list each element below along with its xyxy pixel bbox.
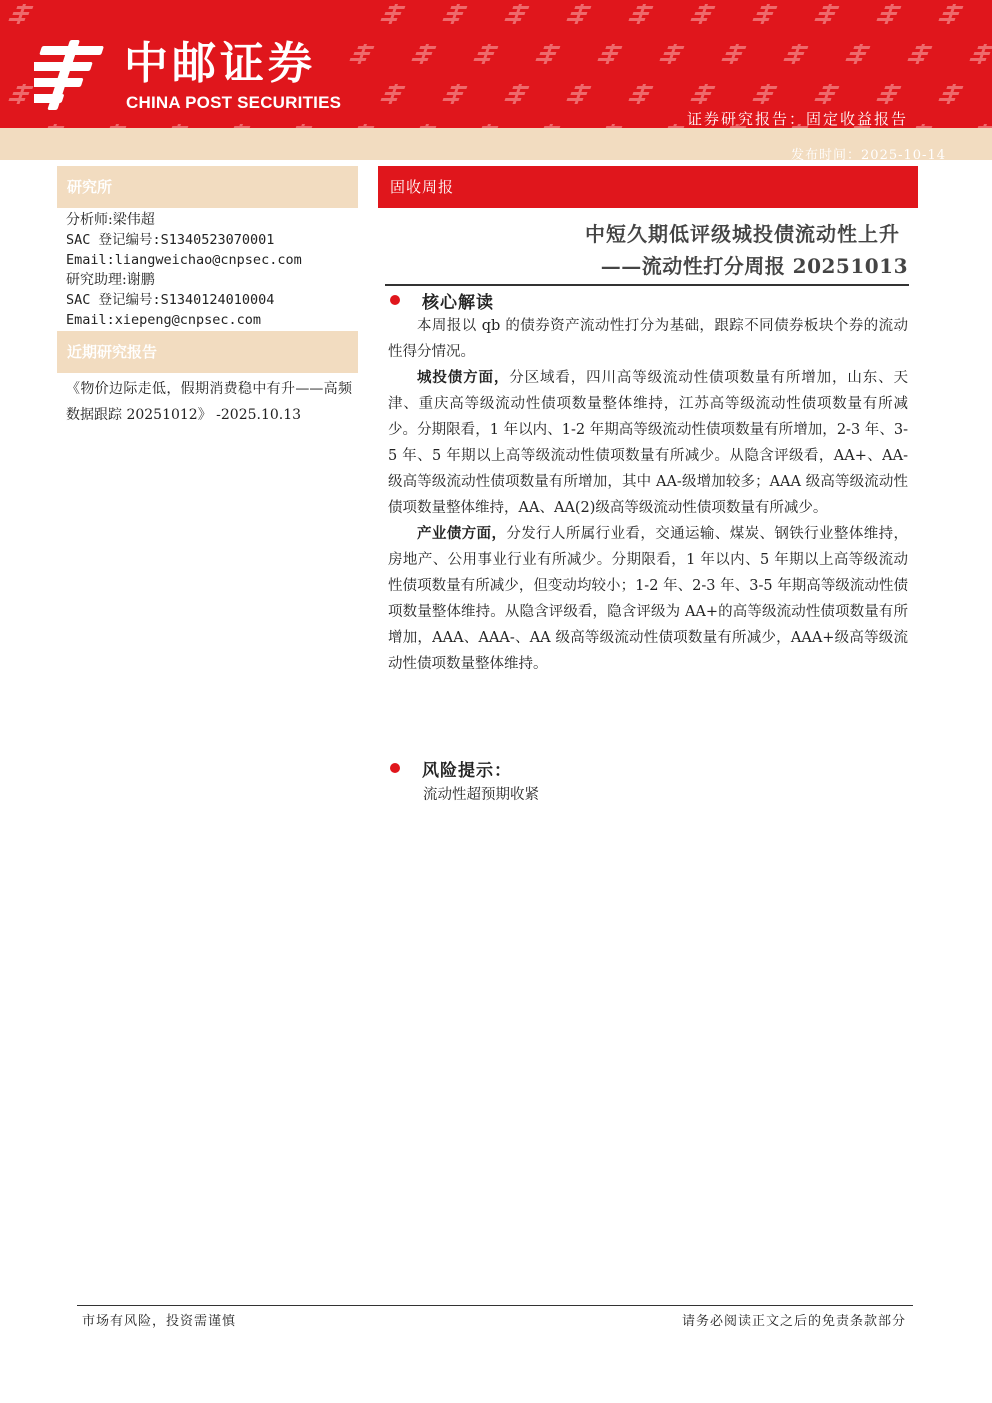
pattern-mark-icon [566,84,592,104]
analyst-name: 分析师:梁伟超 [66,212,155,228]
risk-text: 流动性超预期收紧 [423,787,539,803]
pattern-mark-icon [752,84,778,104]
pattern-mark-icon [690,4,716,24]
assistant-email: Email:xiepeng@cnpsec.com [66,312,262,328]
footer-disclaimer-notice: 请务必阅读正文之后的免责条款部分 [681,1314,906,1329]
pattern-mark-icon [814,4,840,24]
pattern-mark-icon [845,44,871,64]
pattern-mark-icon [628,84,654,104]
pattern-mark-icon [876,4,902,24]
bullet-dot-icon [390,295,400,305]
report-subtitle: ——流动性打分周报 20251013 [600,254,908,278]
core-heading-label: 核心解读 [422,292,494,313]
pattern-mark-icon [752,4,778,24]
analyst-sac-number: SAC 登记编号:S1340523070001 [66,232,275,248]
industrial-bond-paragraph [388,521,908,677]
publish-date: 发布时间：2025-10-14 [791,148,946,163]
pattern-mark-icon [504,84,530,104]
pattern-mark-icon [783,44,809,64]
pattern-mark-icon [938,84,964,104]
footer-risk-notice: 市场有风险，投资需谨慎 [82,1314,237,1329]
assistant-sac-number: SAC 登记编号:S1340124010004 [66,292,275,308]
pattern-mark-icon [721,44,747,64]
report-title: 中短久期低评级城投债流动性上升 [585,222,900,246]
pattern-mark-icon [349,44,375,64]
industrial-bond-lead: 产业债方面， [417,525,507,542]
urban-investment-lead: 城投债方面， [417,369,510,386]
china-post-logo-icon [34,40,112,114]
pattern-mark-icon [442,4,468,24]
research-dept-heading: 研究所 [57,166,358,208]
recent-reports-heading: 近期研究报告 [57,331,358,373]
assistant-name: 研究助理:谢鹏 [66,272,155,288]
urban-investment-paragraph [388,365,908,521]
pattern-mark-icon [442,84,468,104]
footer-divider [77,1305,913,1306]
recent-report-item: 《物价边际走低，假期消费稳中有升——高频数据跟踪 20251012》 -2025.10.13 [66,381,352,423]
intro-paragraph: 本周报以 qb 的债券资产流动性打分为基础，跟踪不同债券板块个券的流动性得分情况。 [388,318,908,360]
pattern-mark-icon [380,4,406,24]
urban-investment-body: 分区域看，四川高等级流动性债项数量有所增加，山东、天津、重庆高等级流动性债项数量整体维持，江苏高等级流动性债项数量有所减少。分期限看，1 年以内、1-2 年期高等级流动性债项数量有所增加，2-3 年、3-5 年、5 年期以上高等级流动性债项数量有所减少。从隐含评级看，AA+、AA-级高等级流动性债项数量有所增加，其中 AA-级增加较多；AAA 级高等级流动性债项数量整体维持，AA、AA(2)级高等级流动性债项数量有所减少。 [388,370,909,516]
analyst-info [66,210,356,330]
pattern-mark-icon [535,44,561,64]
pattern-mark-icon [597,44,623,64]
pattern-mark-icon [8,4,34,24]
pattern-mark-icon [814,84,840,104]
pattern-mark-icon [876,84,902,104]
title-divider [385,284,909,286]
pattern-mark-icon [411,44,437,64]
bullet-dot-icon [390,763,400,773]
report-type-label: 证券研究报告：固定收益报告 [686,110,908,128]
pattern-mark-icon [628,4,654,24]
core-section-heading [390,287,494,313]
report-category-tag: 固收周报 [378,166,918,208]
risk-heading-label: 风险提示： [422,760,512,781]
analyst-email: Email:liangweichao@cnpsec.com [66,252,302,268]
core-summary [388,313,908,677]
pattern-mark-icon [907,44,933,64]
header-banner [0,0,992,128]
pattern-mark-icon [504,4,530,24]
pattern-mark-icon [659,44,685,64]
risk-section-heading [390,755,512,781]
pattern-mark-icon [8,84,34,104]
pattern-mark-icon [566,4,592,24]
pattern-mark-icon [938,4,964,24]
brand-name-cn: 中邮证券 [124,38,316,89]
pattern-mark-icon [690,84,716,104]
pattern-mark-icon [473,44,499,64]
pattern-mark-icon [969,44,992,64]
pattern-mark-icon [380,84,406,104]
brand-name-en: CHINA POST SECURITIES [126,93,342,112]
industrial-bond-body: 分发行人所属行业看，交通运输、煤炭、钢铁行业整体维持，房地产、公用事业行业有所减少。分期限看，1 年以内、5 年期以上高等级流动性债项数量有所减少，但变动均较小；1-2 年、2-3 年、3-5 年期高等级流动性债项数量整体维持。从隐含评级看，隐含评级为 AA+的高等级流动性债项数量有所增加，AAA、AAA-、AA 级高等级流动性债项数量有所减少，AAA+级高等级流动性债项数量整体维持。 [388,526,908,672]
